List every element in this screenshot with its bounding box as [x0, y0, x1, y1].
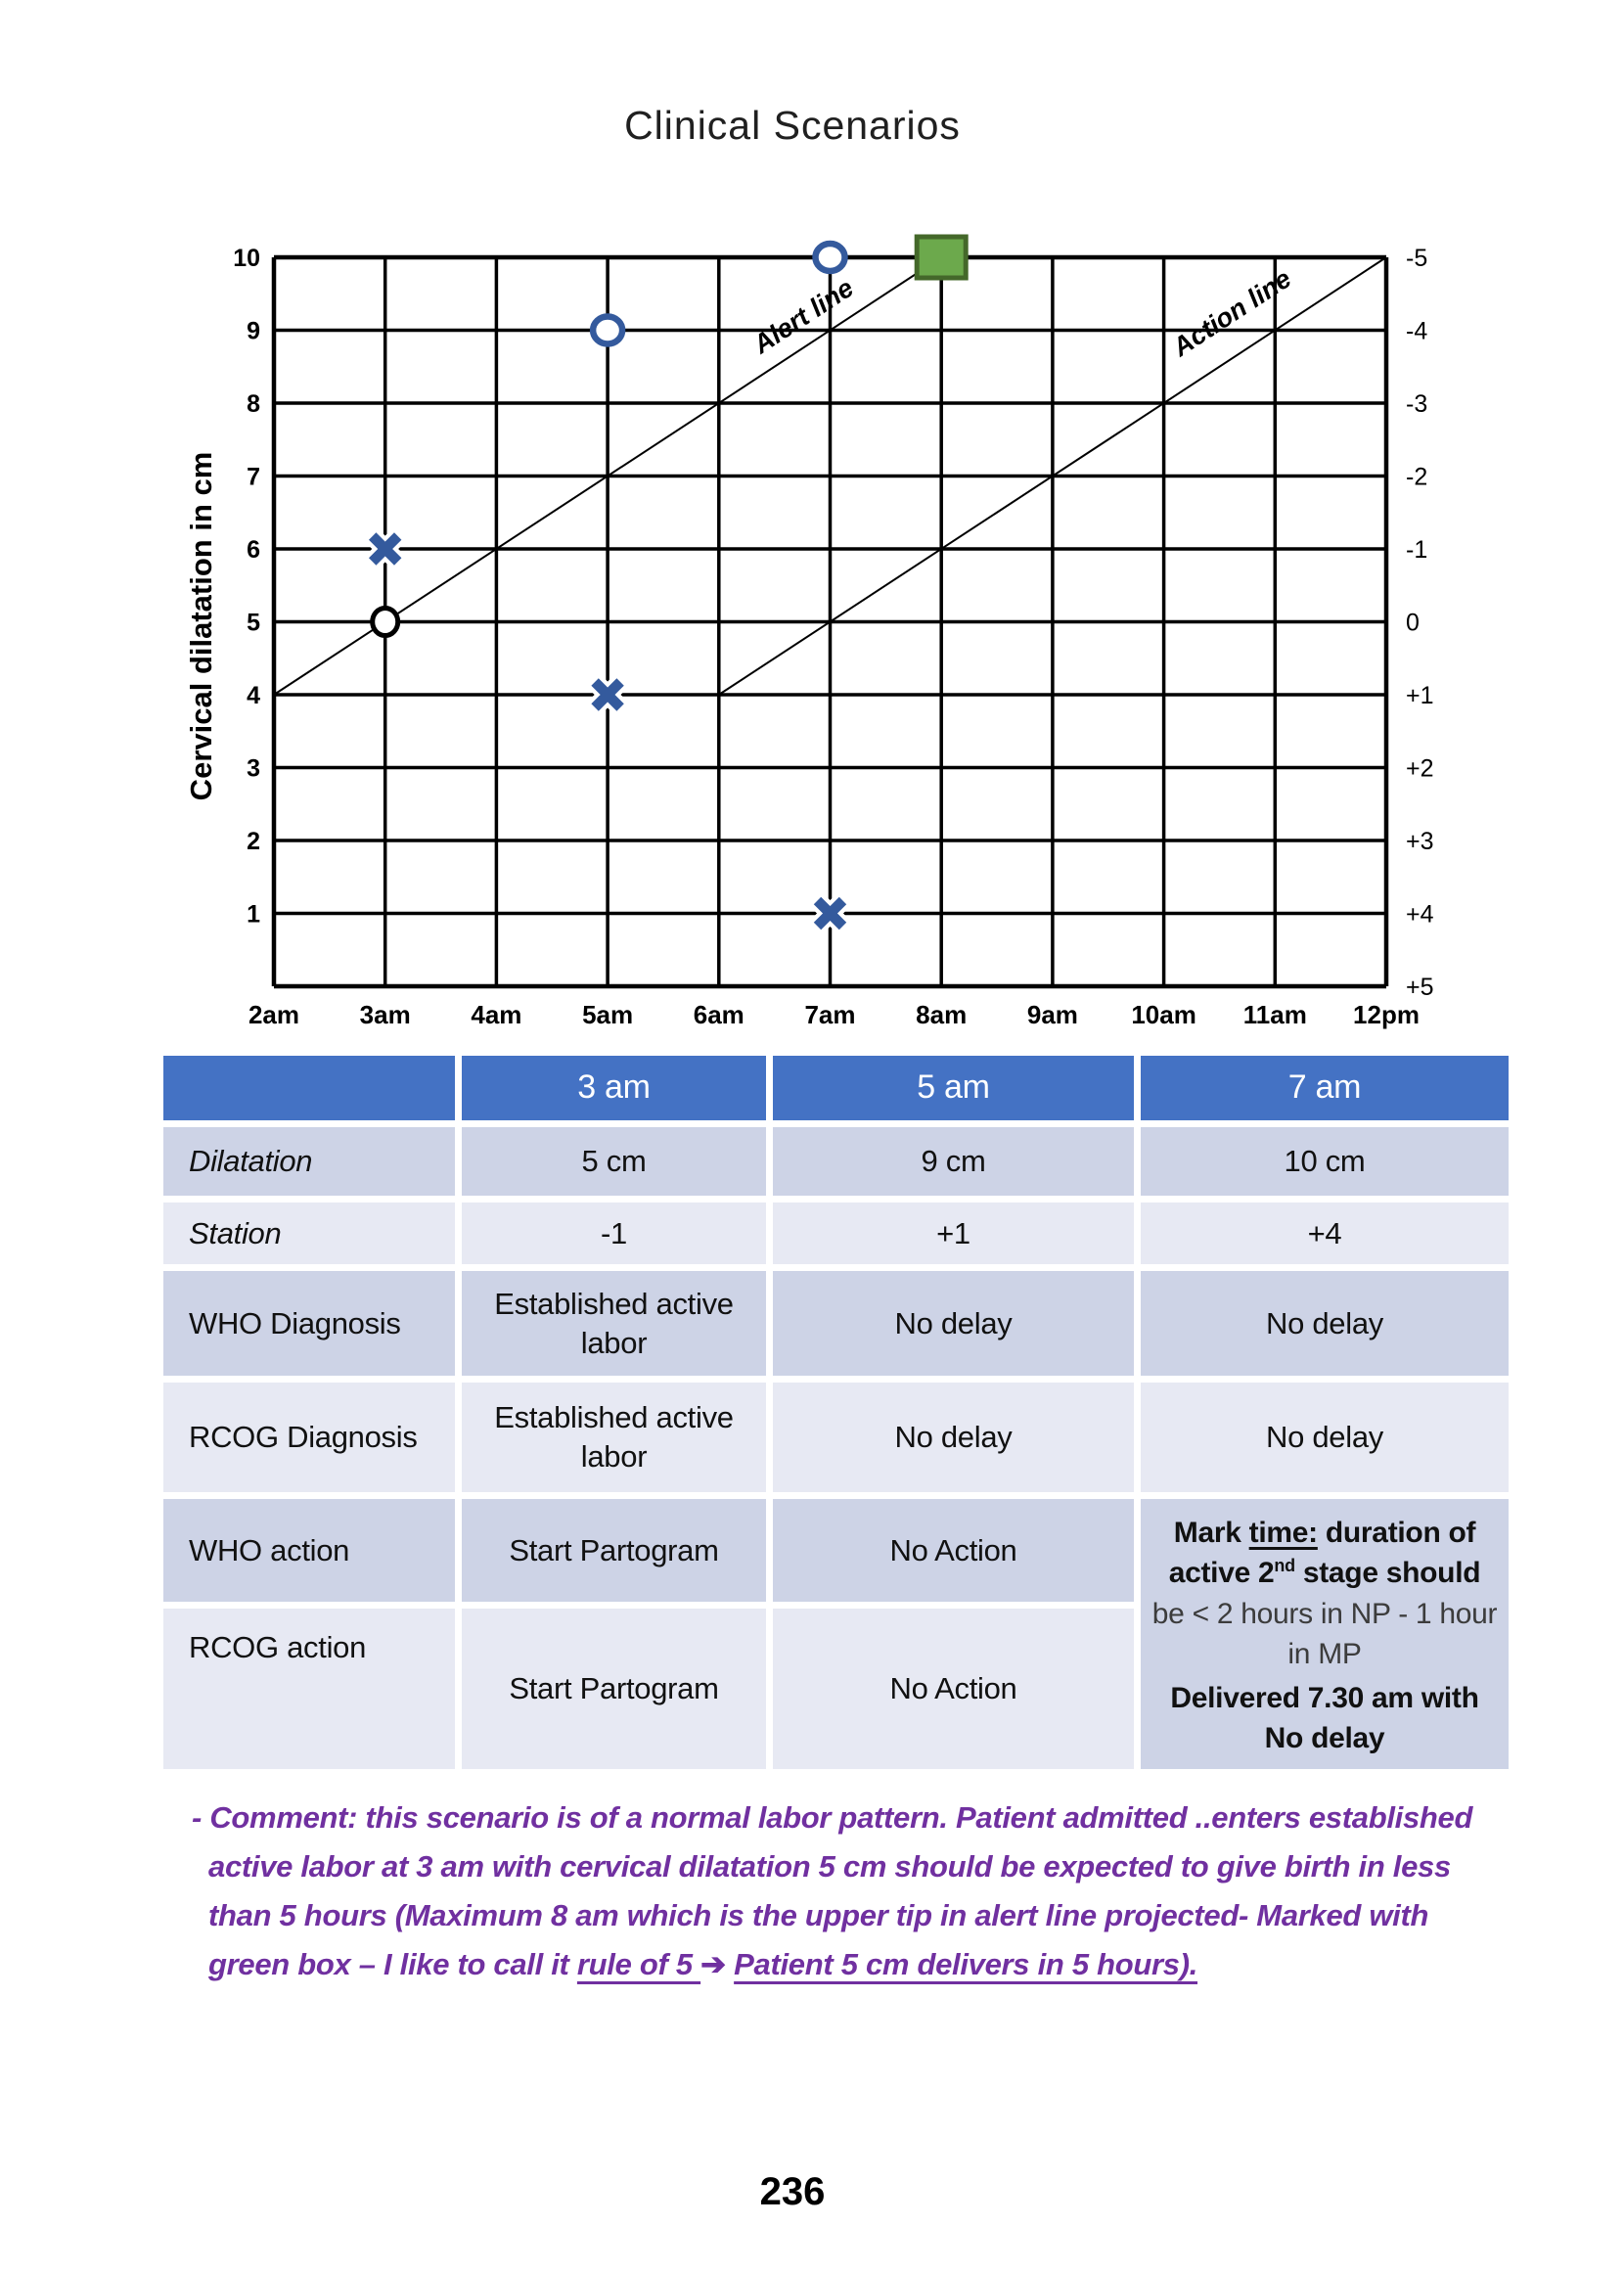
page-number: 236	[759, 2170, 826, 2213]
table-cell: Established active labor	[462, 1271, 766, 1376]
y-axis-tick-right: +5	[1406, 974, 1434, 1001]
x-axis-tick: 2am	[248, 1000, 300, 1029]
merged-cell-segment: Mark	[1173, 1517, 1249, 1549]
x-axis-tick: 9am	[1026, 1000, 1078, 1029]
y-axis-tick-left: 9	[247, 317, 260, 345]
y-axis-tick-right: +3	[1406, 828, 1434, 855]
alert-line-label: Alert line	[747, 272, 859, 360]
x-axis-tick: 12pm	[1353, 1000, 1420, 1029]
x-axis-tick: 11am	[1242, 1000, 1307, 1029]
x-axis-tick: 6am	[693, 1000, 744, 1029]
arrow-icon: ➔	[700, 1947, 726, 1981]
x-axis-tick: 3am	[359, 1000, 411, 1029]
y-axis-tick-left: 10	[233, 245, 260, 272]
table-header-blank	[163, 1056, 455, 1120]
x-axis-tick: 10am	[1131, 1000, 1196, 1029]
table-row-label: Station	[163, 1203, 455, 1264]
table-cell: No delay	[773, 1383, 1134, 1492]
table-cell: No Action	[773, 1499, 1134, 1602]
table-cell: 10 cm	[1141, 1127, 1509, 1196]
x-axis-tick: 7am	[804, 1000, 856, 1029]
x-axis-tick: 5am	[582, 1000, 634, 1029]
comment-segment	[726, 1947, 734, 1981]
table-row-label: WHO Diagnosis	[163, 1271, 455, 1376]
table-row-label: WHO action	[163, 1499, 455, 1602]
y-axis-tick-right: +1	[1406, 682, 1434, 709]
comment-segment: - Comment: this scenario is of a normal labor pattern. Patient admitted ..enters established active labor at 3 am with cervical dilatation 5 cm should be expected to give birth in less than 5 hours (Maximum 8 am which is the upper tip in alert line projected- Marked with green box – I like to call it	[192, 1800, 1473, 1981]
y-axis-tick-left: 6	[247, 536, 260, 564]
table-cell: 5 cm	[462, 1127, 766, 1196]
y-axis-title: Cervical dilatation in cm	[184, 451, 218, 801]
table-header-time: 3 am	[462, 1056, 766, 1120]
y-axis-tick-right: -2	[1406, 463, 1428, 491]
table-cell: -1	[462, 1203, 766, 1264]
y-axis-tick-left: 8	[247, 390, 260, 418]
y-axis-tick-left: 7	[247, 463, 260, 491]
table-row-label: RCOG Diagnosis	[163, 1383, 455, 1492]
table-cell: No delay	[773, 1271, 1134, 1376]
table-cell: Start Partogram	[462, 1609, 766, 1769]
table-cell: +4	[1141, 1203, 1509, 1264]
y-axis-tick-right: 0	[1406, 609, 1420, 637]
x-axis-tick: 4am	[471, 1000, 522, 1029]
table-header-time: 5 am	[773, 1056, 1134, 1120]
y-axis-tick-right: -1	[1406, 536, 1428, 564]
table-cell: Established active labor	[462, 1383, 766, 1492]
comment-block	[192, 1793, 1490, 1989]
y-axis-tick-right: -5	[1406, 245, 1428, 272]
partogram-chart	[0, 0, 1624, 1057]
merged-cell-segment: Delivered 7.30 am with No delay	[1170, 1681, 1479, 1754]
admission-dilatation-marker	[373, 609, 398, 636]
y-axis-tick-left: 1	[247, 900, 260, 929]
merged-cell-segment: be < 2 hours in NP - 1 hour in MP	[1151, 1597, 1498, 1671]
table-header-time: 7 am	[1141, 1056, 1509, 1120]
y-axis-tick-left: 3	[247, 754, 260, 783]
comment-segment: rule of 5	[576, 1947, 701, 1981]
merged-cell-segment: duration of active 2	[1168, 1517, 1476, 1590]
y-axis-tick-left: 5	[247, 609, 260, 637]
comment-segment: Patient 5 cm delivers in 5 hours).	[734, 1947, 1198, 1981]
y-axis-tick-left: 4	[247, 682, 260, 709]
table-cell: +1	[773, 1203, 1134, 1264]
y-axis-tick-right: +2	[1406, 754, 1434, 783]
projected-delivery-marker	[917, 237, 966, 278]
page-title: Clinical Scenarios	[624, 103, 961, 148]
y-axis-tick-left: 2	[247, 828, 260, 855]
table-row-label: RCOG action	[163, 1609, 455, 1769]
table-row-label: Dilatation	[163, 1127, 455, 1196]
merged-cell-segment: nd	[1274, 1556, 1295, 1576]
cervical-dilatation-marker	[816, 244, 845, 271]
x-axis-tick: 8am	[916, 1000, 968, 1029]
y-axis-tick-right: +4	[1406, 900, 1434, 929]
action-line-label: Action line	[1167, 263, 1297, 363]
table-cell: No delay	[1141, 1271, 1509, 1376]
table-cell: No delay	[1141, 1383, 1509, 1492]
merged-cell-segment: time:	[1248, 1517, 1318, 1549]
merged-cell-segment: stage should	[1294, 1557, 1481, 1590]
table-cell-merged	[1141, 1499, 1509, 1769]
table-cell: No Action	[773, 1609, 1134, 1769]
cervical-dilatation-marker	[593, 317, 622, 344]
y-axis-tick-right: -3	[1406, 390, 1428, 418]
table-cell: 9 cm	[773, 1127, 1134, 1196]
y-axis-tick-right: -4	[1406, 317, 1428, 345]
table-cell: Start Partogram	[462, 1499, 766, 1602]
scenario-table	[163, 1056, 1509, 1769]
